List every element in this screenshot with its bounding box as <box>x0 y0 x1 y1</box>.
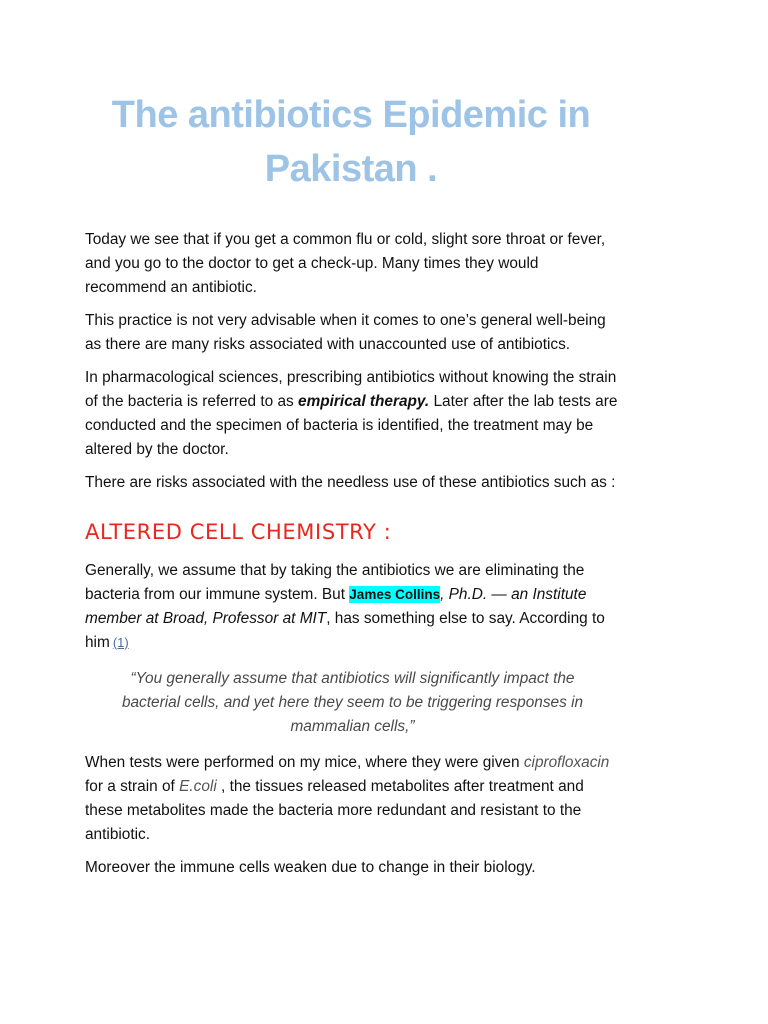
block-quote: “You generally assume that antibiotics will significantly impact the bacterial cells, and yet here they seem to be triggering responses in mammalian cells,” <box>121 670 584 735</box>
highlighted-name: James Collins <box>349 587 441 602</box>
paragraph-text: When tests were performed on my mice, where they were given <box>85 754 524 771</box>
bacteria-name: E.coli <box>179 778 217 795</box>
paragraph-text: for a strain of <box>85 778 180 795</box>
paragraph-collins <box>85 559 620 655</box>
document-body <box>85 228 620 889</box>
paragraph-text: , has something else to say. According to him <box>85 610 605 651</box>
paragraph-risks: There are risks associated with the needless use of these antibiotics such as : <box>85 474 616 491</box>
reference-link[interactable]: (1) <box>112 635 129 650</box>
paragraph-text: Later after the lab tests are conducted and the specimen of bacteria is identified, the treatment may be altered by the doctor. <box>85 393 618 458</box>
document-title <box>85 88 617 196</box>
paragraph-intro: Today we see that if you get a common flu or cold, slight sore throat or fever, and you go to the doctor to get a check-up. Many times they would recommend an antibiotic. <box>85 231 606 296</box>
paragraph-empirical-therapy <box>85 366 620 462</box>
paragraph-text: , the tissues released metabolites after treatment and these metabolites made the bacteria more redundant and resistant to the antibiotic. <box>85 778 584 843</box>
title-line-1: The antibiotics Epidemic in <box>111 94 591 136</box>
section-heading: ALTERED CELL CHEMISTRY : <box>85 520 392 544</box>
paragraph-text: In pharmacological sciences, prescribing antibiotics without knowing the strain of the bacteria is referred to as <box>85 369 617 410</box>
empirical-therapy-term: empirical therapy. <box>298 393 430 410</box>
paragraph-mice-tests <box>85 751 620 847</box>
paragraph-immune-cells: Moreover the immune cells weaken due to change in their biology. <box>85 859 536 876</box>
drug-name: ciprofloxacin <box>523 754 610 771</box>
paragraph-practice: This practice is not very advisable when it comes to one’s general well-being as there are many risks associated with unaccounted use of antibiotics. <box>85 312 606 353</box>
paragraph-text: Generally, we assume that by taking the antibiotics we are eliminating the bacteria from our immune system. But <box>85 562 585 603</box>
affiliation-text: , Ph.D. — an Institute member at Broad, Professor at MIT <box>85 586 587 627</box>
title-line-2: Pakistan . <box>264 148 438 190</box>
